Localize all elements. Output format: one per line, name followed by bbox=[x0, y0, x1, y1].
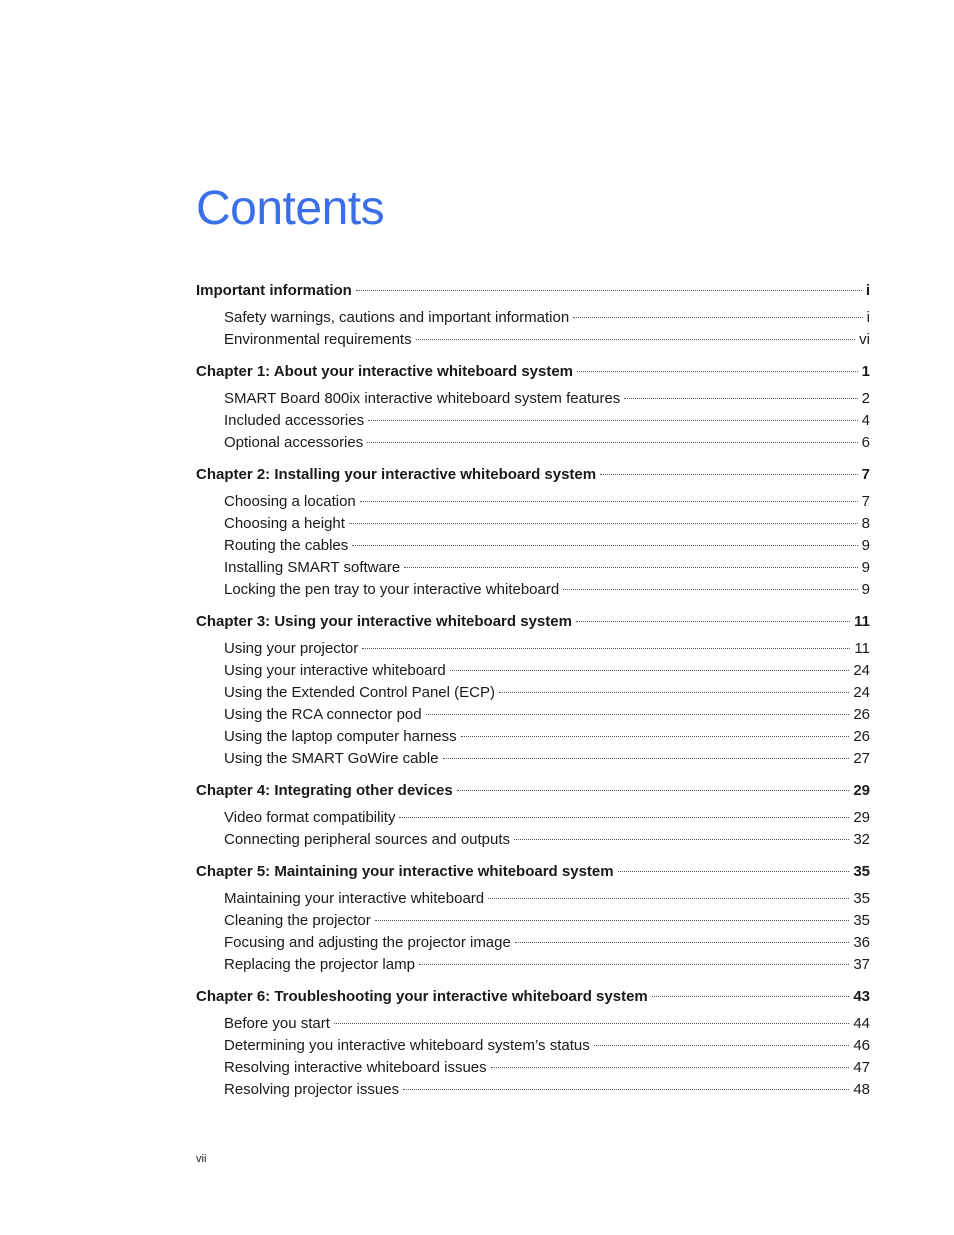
dot-leader bbox=[352, 545, 857, 546]
toc-entry-page: 4 bbox=[861, 412, 870, 429]
toc-entry-page: 46 bbox=[853, 1037, 870, 1054]
toc-topic-entry[interactable] bbox=[196, 660, 870, 682]
toc-topic-entry[interactable] bbox=[196, 888, 870, 910]
dot-leader bbox=[488, 898, 849, 899]
toc-entry-page: 36 bbox=[853, 934, 870, 951]
dot-leader bbox=[461, 736, 850, 737]
toc-entry-label: Maintaining your interactive whiteboard bbox=[224, 890, 485, 907]
toc-topic-entry[interactable] bbox=[196, 704, 870, 726]
toc-topic-entry[interactable] bbox=[196, 557, 870, 579]
toc-entry-page: 9 bbox=[861, 537, 870, 554]
toc-entry-label: Chapter 2: Installing your interactive whiteboard system bbox=[196, 466, 597, 483]
dot-leader bbox=[349, 523, 858, 524]
toc-entry-label: Installing SMART software bbox=[224, 559, 401, 576]
toc-entry-page: i bbox=[865, 282, 870, 299]
toc-entry-label: Chapter 4: Integrating other devices bbox=[196, 782, 453, 799]
toc-entry-page: 27 bbox=[853, 750, 870, 767]
toc-topic-entry[interactable] bbox=[196, 579, 870, 601]
toc-entry-page: vi bbox=[859, 331, 870, 348]
toc-topic-entry[interactable] bbox=[196, 829, 870, 851]
toc-entry-label: Resolving projector issues bbox=[224, 1081, 400, 1098]
dot-leader bbox=[403, 1089, 849, 1090]
toc-topic-entry[interactable] bbox=[196, 329, 870, 351]
toc-chapter-entry[interactable] bbox=[196, 611, 870, 633]
dot-leader bbox=[404, 567, 857, 568]
dot-leader bbox=[563, 589, 857, 590]
toc-entry-label: Before you start bbox=[224, 1015, 330, 1032]
dot-leader bbox=[652, 996, 850, 997]
toc-entry-page: 1 bbox=[861, 363, 870, 380]
toc-section bbox=[196, 861, 870, 976]
toc-section bbox=[196, 780, 870, 851]
toc-topic-entry[interactable] bbox=[196, 432, 870, 454]
toc-entry-page: 32 bbox=[853, 831, 870, 848]
dot-leader bbox=[450, 670, 850, 671]
page-number: vii bbox=[196, 1153, 207, 1165]
dot-leader bbox=[368, 420, 858, 421]
toc-topic-entry[interactable] bbox=[196, 388, 870, 410]
dot-leader bbox=[443, 758, 850, 759]
toc-entry-page: 7 bbox=[861, 493, 870, 510]
dot-leader bbox=[515, 942, 849, 943]
toc-entry-label: Safety warnings, cautions and important information bbox=[224, 309, 570, 326]
toc-entry-label: Cleaning the projector bbox=[224, 912, 371, 929]
toc-topic-entry[interactable] bbox=[196, 682, 870, 704]
toc-topic-entry[interactable] bbox=[196, 1057, 870, 1079]
toc-entry-page: 47 bbox=[853, 1059, 870, 1076]
dot-leader bbox=[573, 317, 862, 318]
toc-section bbox=[196, 986, 870, 1101]
dot-leader bbox=[514, 839, 849, 840]
toc-entry-label: Chapter 6: Troubleshooting your interactive whiteboard system bbox=[196, 988, 648, 1005]
toc-entry-page: 9 bbox=[861, 559, 870, 576]
toc-chapter-entry[interactable] bbox=[196, 780, 870, 802]
dot-leader bbox=[399, 817, 849, 818]
dot-leader bbox=[360, 501, 858, 502]
toc-entry-page: 26 bbox=[853, 706, 870, 723]
toc-entry-page: 7 bbox=[861, 466, 870, 483]
toc-entry-page: 37 bbox=[853, 956, 870, 973]
toc-topic-entry[interactable] bbox=[196, 535, 870, 557]
toc-entry-page: 9 bbox=[861, 581, 870, 598]
toc-entry-page: 8 bbox=[861, 515, 870, 532]
dot-leader bbox=[491, 1067, 850, 1068]
toc-entry-page: 11 bbox=[854, 640, 870, 657]
toc-section bbox=[196, 280, 870, 351]
toc-entry-label: Choosing a height bbox=[224, 515, 345, 532]
toc-topic-entry[interactable] bbox=[196, 748, 870, 770]
toc-entry-label: Determining you interactive whiteboard system’s status bbox=[224, 1037, 590, 1054]
toc-topic-entry[interactable] bbox=[196, 954, 870, 976]
toc-topic-entry[interactable] bbox=[196, 1079, 870, 1101]
toc-topic-entry[interactable] bbox=[196, 307, 870, 329]
toc-chapter-entry[interactable] bbox=[196, 861, 870, 883]
toc-entry-label: Chapter 5: Maintaining your interactive whiteboard system bbox=[196, 863, 614, 880]
toc-topic-entry[interactable] bbox=[196, 932, 870, 954]
toc-entry-page: 2 bbox=[861, 390, 870, 407]
toc-section bbox=[196, 611, 870, 770]
toc-entry-label: Chapter 1: About your interactive whiteboard system bbox=[196, 363, 574, 380]
toc-entry-label: Routing the cables bbox=[224, 537, 349, 554]
toc-entry-label: Choosing a location bbox=[224, 493, 356, 510]
toc-topic-entry[interactable] bbox=[196, 410, 870, 432]
toc-entry-page: 35 bbox=[853, 890, 870, 907]
toc-entry-page: 29 bbox=[853, 782, 870, 799]
dot-leader bbox=[334, 1023, 849, 1024]
toc-entry-page: 6 bbox=[861, 434, 870, 451]
toc-entry-label: Optional accessories bbox=[224, 434, 364, 451]
dot-leader bbox=[367, 442, 857, 443]
dot-leader bbox=[576, 621, 850, 622]
toc-entry-page: i bbox=[866, 309, 870, 326]
table-of-contents bbox=[196, 280, 870, 1111]
dot-leader bbox=[419, 964, 849, 965]
dot-leader bbox=[356, 290, 862, 291]
toc-topic-entry[interactable] bbox=[196, 1013, 870, 1035]
toc-topic-entry[interactable] bbox=[196, 1035, 870, 1057]
toc-chapter-entry[interactable] bbox=[196, 280, 870, 302]
toc-entry-page: 44 bbox=[853, 1015, 870, 1032]
toc-entry-label: Using the SMART GoWire cable bbox=[224, 750, 439, 767]
toc-section bbox=[196, 464, 870, 601]
toc-entry-label: Using your projector bbox=[224, 640, 359, 657]
toc-entry-page: 29 bbox=[853, 809, 870, 826]
dot-leader bbox=[457, 790, 850, 791]
toc-entry-page: 24 bbox=[853, 662, 870, 679]
dot-leader bbox=[624, 398, 857, 399]
toc-topic-entry[interactable] bbox=[196, 491, 870, 513]
toc-chapter-entry[interactable] bbox=[196, 986, 870, 1008]
toc-topic-entry[interactable] bbox=[196, 807, 870, 829]
toc-entry-label: Included accessories bbox=[224, 412, 365, 429]
toc-topic-entry[interactable] bbox=[196, 726, 870, 748]
toc-entry-page: 11 bbox=[854, 613, 870, 630]
toc-topic-entry[interactable] bbox=[196, 910, 870, 932]
dot-leader bbox=[499, 692, 849, 693]
toc-chapter-entry[interactable] bbox=[196, 464, 870, 486]
dot-leader bbox=[600, 474, 858, 475]
toc-entry-label: Important information bbox=[196, 282, 352, 299]
toc-entry-page: 43 bbox=[853, 988, 870, 1005]
dot-leader bbox=[577, 371, 858, 372]
toc-entry-label: Using the laptop computer harness bbox=[224, 728, 457, 745]
toc-topic-entry[interactable] bbox=[196, 513, 870, 535]
dot-leader bbox=[594, 1045, 850, 1046]
toc-entry-label: Locking the pen tray to your interactive whiteboard bbox=[224, 581, 560, 598]
toc-section bbox=[196, 361, 870, 454]
toc-entry-label: Resolving interactive whiteboard issues bbox=[224, 1059, 487, 1076]
dot-leader bbox=[618, 871, 850, 872]
toc-entry-label: Connecting peripheral sources and outputs bbox=[224, 831, 511, 848]
toc-chapter-entry[interactable] bbox=[196, 361, 870, 383]
toc-entry-page: 24 bbox=[853, 684, 870, 701]
toc-entry-label: Replacing the projector lamp bbox=[224, 956, 415, 973]
toc-entry-label: Environmental requirements bbox=[224, 331, 412, 348]
dot-leader bbox=[362, 648, 850, 649]
toc-entry-label: Using your interactive whiteboard bbox=[224, 662, 446, 679]
dot-leader bbox=[426, 714, 850, 715]
dot-leader bbox=[375, 920, 850, 921]
toc-entry-label: Using the Extended Control Panel (ECP) bbox=[224, 684, 495, 701]
toc-entry-page: 48 bbox=[853, 1081, 870, 1098]
toc-entry-label: Using the RCA connector pod bbox=[224, 706, 422, 723]
toc-entry-label: Chapter 3: Using your interactive whiteboard system bbox=[196, 613, 572, 630]
toc-entry-page: 26 bbox=[853, 728, 870, 745]
page-title: Contents bbox=[196, 182, 385, 235]
toc-entry-label: Focusing and adjusting the projector image bbox=[224, 934, 511, 951]
toc-entry-label: SMART Board 800ix interactive whiteboard system features bbox=[224, 390, 621, 407]
toc-entry-page: 35 bbox=[853, 863, 870, 880]
toc-entry-page: 35 bbox=[853, 912, 870, 929]
toc-entry-label: Video format compatibility bbox=[224, 809, 396, 826]
toc-topic-entry[interactable] bbox=[196, 638, 870, 660]
dot-leader bbox=[416, 339, 856, 340]
